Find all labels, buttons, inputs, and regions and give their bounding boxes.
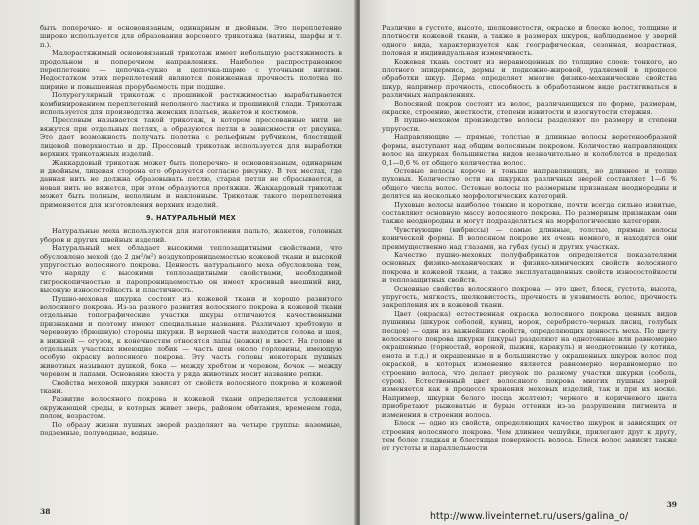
- right-paragraph: Блеск — одно из свойств, определяющих качество шкурок и зависящих от строения волосяного покрова. Чем длиннее чешуйки, прилегают друг к другу, тем более гладкая и блестящая поверхность волоса. Блеск волос зависит также от густоты и параллельности: [382, 419, 677, 453]
- right-paragraph: Направляющие — прямые, толстые и длинные волосы веретенообразной формы, выступают над общим волосяным покровом. Количество направляющих волос на шкурках большинства видов незначительно и колеблется в пределах 0,1—0,6 % от общего количества волос.: [382, 133, 677, 167]
- right-paragraph: Качество пушно-меховых полуфабрикатов определяется показателями основных физико-механических и физико-химических свойств волосяного покрова и кожевой ткани, а также эксплуатационных свойств износостойкости и теплозащитных свойств.: [382, 250, 677, 285]
- left-paragraph: Натуральный мех обладает высокими теплозащитными свойствами, что обусловлено мехой (до 2 дм²/м²) воздухопроницаемостью кожевой ткани и высокой упругостью волосяного покрова. Ценность натурального меха обусловлена тем, что наряду с высокими теплозащитными свойствами, необходимой гигроскопичностью и паропроницаемостью он имеет красивый внешний вид, высокую износостойкость и пластичность.: [40, 244, 342, 295]
- right-paragraph: Основные свойства волосяного покрова — это цвет, блеск, густота, высота, упругость, мягкость, шелковистость, прочность и уязвимость волос, прочность закрепления их в кожевой ткани.: [382, 284, 677, 310]
- right-paragraph: Остевые волосы короче и тоньше направляющих, но длиннее и толще пуховых. Количество ости на шкурках различных зверей составляет 1—6 % общего числа волос. Остевые волосы по размерным признакам неоднородны и делятся на несколько морфологических категорий.: [382, 166, 677, 201]
- left-paragraph: Полурегулярный трикотаж с прошивкой растяжимостью вырабатывается комбинированием переплетений неполного ластика и прошивкой глади. Трикотаж используется для производства женских платьев, жакетов и костюмов.: [40, 91, 342, 117]
- left-paragraph: Пушно-меховая шкурка состоит из кожевой ткани и хорошо развитого волосяного покрова. Из-за разного развития волосяного покрова в кожевой ткани отдельные топографические участки шкуры отличаются качественными признаками и поэтому имеют специальные названия. Различают хребтовую и черевовую (брюшную) стороны шкурки. В верхней части находится голова и шея, в нижней — огузок, к конечностям относятся лапы (ножки) и хвост. На голове и отдельных участках имеющие лобик — часть шеи около горловины, имеющую особую окраску волосяного покрова. Эту часть головы некоторых пушных животных называют душкой, бока — между хребтом и черевом, бочок — между черевом и лапами. Основание хвоста у ряда животных носит название репки.: [40, 294, 342, 379]
- right-paragraph: Кожевая ткань состоит из неравноценных по толщине слоев: тонкого, но плотного эпидермиса, дермы и подкожно-жировой, удаляемой в процессе обработки шкур. Дерма определяет многие физико-механические свойства шкур, например прочность, способность в обработанном виде растягиваться в различных направлениях.: [382, 57, 677, 100]
- right-paragraph: В пушно-меховом производстве волосы разделяют по размеру и степени упругости.: [382, 116, 677, 133]
- section-heading: 9. НАТУРАЛЬНЫЙ МЕХ: [146, 213, 236, 222]
- left-paragraph: Натуральные меха используются для изготовления пальто, жакетов, головных уборов и других швейных изделий.: [40, 227, 342, 244]
- left-paragraph: Малорастяжимый основовязаный трикотаж имеет небольшую растяжимость в продольном и поперечном направлениях. Наиболее распространенное переплетение — цепочка-сукно и цепочка-шарме с уточными нитями. Недостатком этих переплетений являются пониженная прочность полотна по ширине и повышенная прорубаемость при подшве.: [40, 49, 342, 91]
- right-paragraph: Волосяной покров состоит из волос, различающихся по форме, размерам, окраске, строению, жесткости, степени извитости и изогнутости стержня.: [382, 99, 677, 117]
- left-paragraph: быть поперечно- и основовязаным, одинарным и двойным. Это переплетение широко используется для образования ворсового трикотажа (ватины, шарфы и т. п.).: [40, 24, 342, 49]
- left-paragraph: Развитие волосяного покрова и кожевой ткани определяется условиями окружающей среды, в которых живет зверь, районом обитания, временем года, полом, возрастом.: [40, 395, 342, 421]
- right-paragraph: Различие в густоте, высоте, шелковистости, окраске и блеске волос, толщине и плотности кожевой ткани, а также в размерах шкурок, наблюдаемое у зверей одного вида, характеризуется как географическая, сезонная, возрастная, половая и индивидуальная изменчивость.: [382, 24, 677, 58]
- left-paragraph: По образу жизни пушных зверей разделяют на четыре группы: наземные, подземные, полуводные, водные.: [40, 420, 342, 438]
- left-paragraph: Свойства меховой шкурки зависят от свойств волосяного покрова и кожевой ткани.: [40, 378, 342, 396]
- page-number-right: 39: [666, 500, 677, 509]
- right-paragraph: Чувствующие (вибриссы) — самые длинные, толстые, прямые волосы конической формы. В волосяном покрове их очень немного, и находятся они преимущественно над глазами, на губах (усы) и других участках.: [382, 225, 677, 251]
- right-paragraph: Цвет (окраска) естественная окраска волосяного покрова ценных видов пушнины (шкурок соболей, куниц, норок, серебристо-черных лисиц, голубых песцов) — один из важнейших свойств, определяющих ценность меха. По цвету волосяного покрова шкурки (шкуры) разделяют на однотонные или равномерно окрашенные (горностай, вороной, пыжик, каракуль) и неоднотонные (у котика, енота и т.д.) и окрашенные и в большинстве у окрашенных шкурок волос под окраской, в которых изменение является равномерно неравномерно по строению волоса, что делает рисунок по разному участки шкурки (соболь, сурок). Естественный цвет волосяного покрова многих пушных зверей изменяется как в процессе хранения меховых изделий, так и при их носке. Например, шкурки белого песца желтеют; черного и коричневого цвета приобретают рыжеватые и бурые оттенки из-за разрушения пигмента и изменения в строении волоса.: [382, 309, 677, 419]
- page-number-left: 38: [40, 507, 51, 516]
- right-paragraph: Пуховые волосы наиболее тонкие и короткие, почти всегда сильно извитые, составляют основную массу волосяного покрова. По размерным признакам они также неоднородны и могут подразделяться на морфологические категории.: [382, 200, 677, 226]
- left-paragraph: Прессовым называется такой трикотаж, в котором прессованные нити не вяжутся при отдельных петлях, а образуются петли в зависимости от рисунка. Это дает возможность получать полотна с рельефным рубчиком, блестящей лицевой поверхностью и др. Прессовый трикотаж используется для выработки верхних трикотажных изделий.: [40, 116, 342, 159]
- right-page: [360, 0, 699, 525]
- watermark-url: http://www.liveinternet.ru/users/galina_o/: [430, 511, 629, 522]
- left-paragraph: Жаккардовый трикотаж может быть поперечно- и основовязаным, одинарным и двойным, лицевая сторона его образуется согласно рисунку. В тех местах, где данная нить не должна образовывать петлю, старая петля не сбрасывается, а новая нить не вяжется, при этом образуются протяжки. Жаккардовый трикотаж может быть полным, неполным и наклонным. Трикотаж такого переплетения применяется для изготовления верхних изделий.: [40, 158, 342, 209]
